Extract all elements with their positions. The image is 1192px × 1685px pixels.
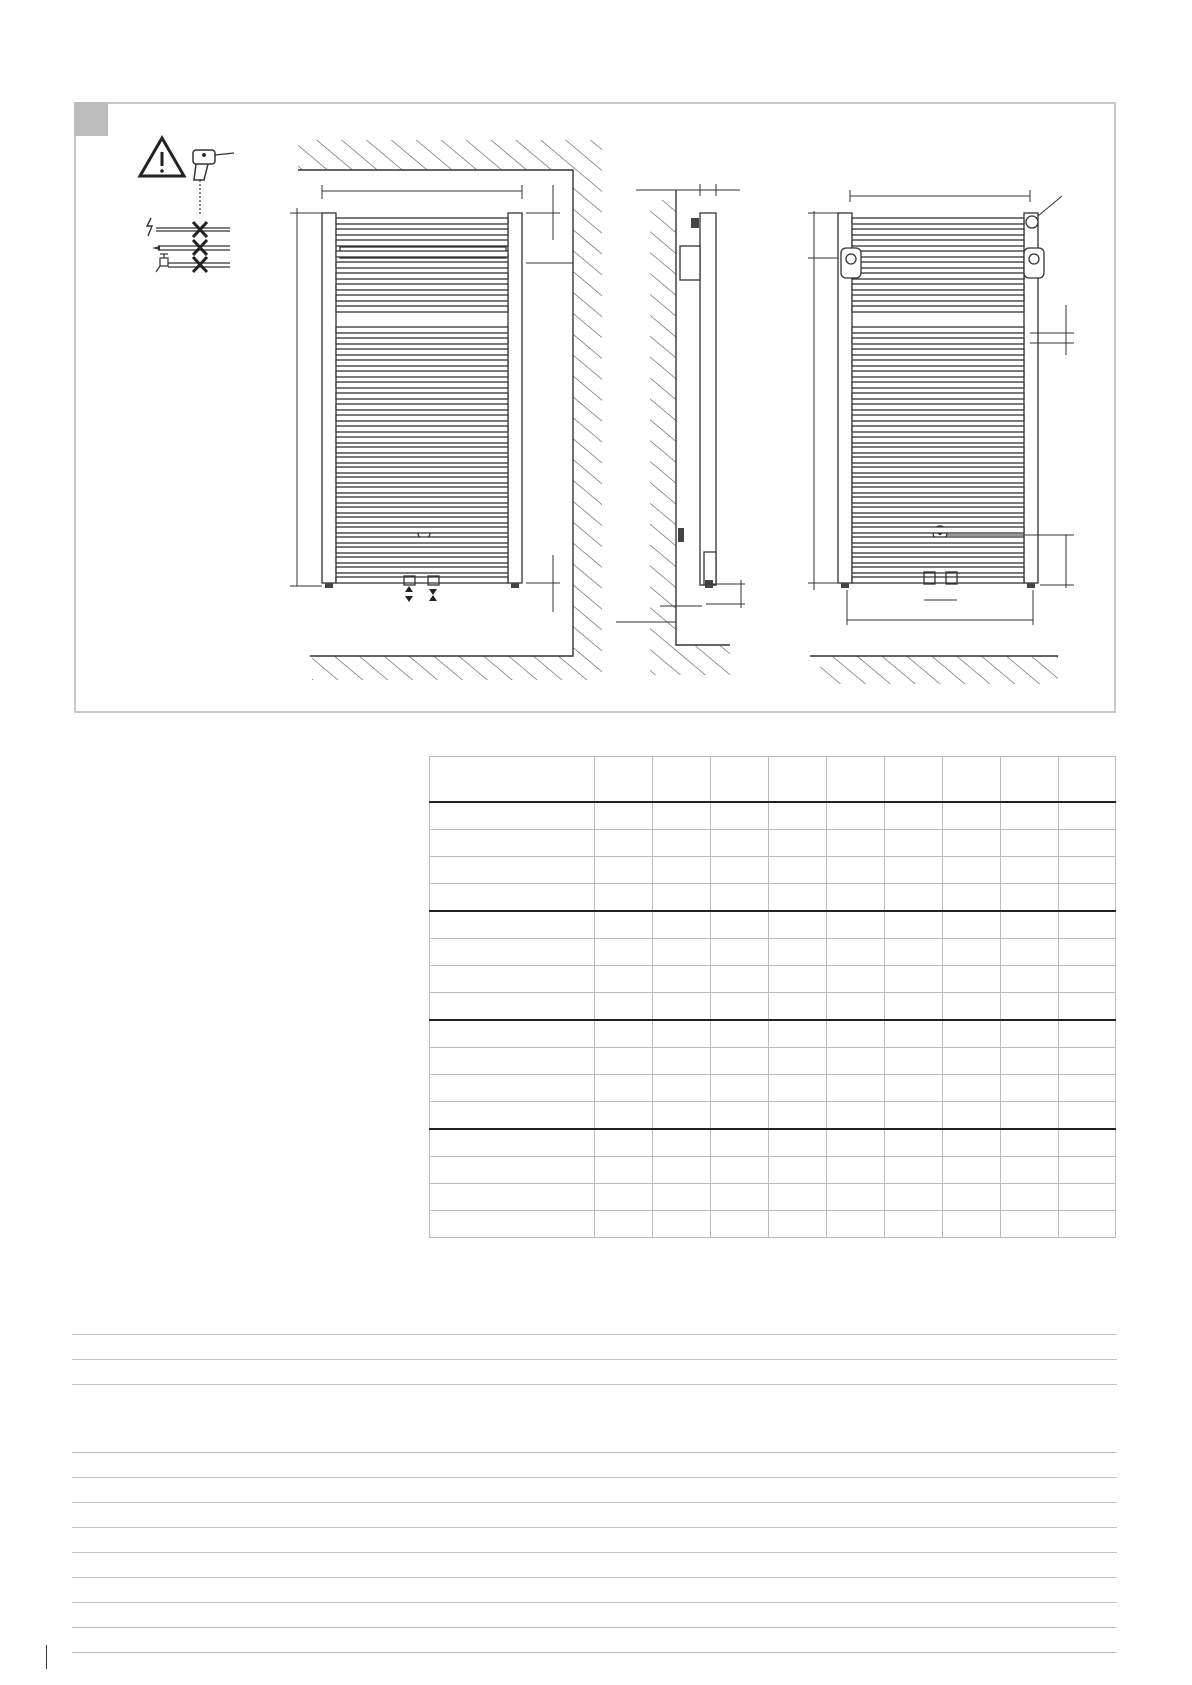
radiator-bar: [852, 349, 1024, 355]
table-row: [430, 993, 1116, 1021]
table-cell: [430, 1157, 595, 1184]
radiator-bar: [336, 547, 508, 553]
table-cell: [769, 757, 827, 803]
table-cell: [595, 884, 653, 912]
no-electric-cable-icon: [147, 218, 230, 237]
table-cell: [827, 993, 885, 1021]
table-row: [430, 884, 1116, 912]
table-row: [430, 939, 1116, 966]
table-cell: [885, 911, 943, 939]
table-cell: [711, 1211, 769, 1238]
table-cell: [943, 1020, 1001, 1048]
table-cell: [827, 802, 885, 830]
table-cell: [885, 1184, 943, 1211]
radiator-bar: [336, 527, 508, 533]
table-cell: [943, 966, 1001, 993]
radiator-bar: [336, 447, 508, 453]
table-cell: [885, 1048, 943, 1075]
table-cell: [711, 966, 769, 993]
table-cell: [653, 939, 711, 966]
table-cell: [1059, 802, 1116, 830]
radiator-bar: [852, 338, 1024, 344]
table-cell: [595, 993, 653, 1021]
rear-view: [808, 190, 1074, 684]
table-cell: [943, 1184, 1001, 1211]
table-cell: [430, 802, 595, 830]
note-line: [72, 1452, 1117, 1453]
table-cell: [769, 966, 827, 993]
radiator-bar: [336, 306, 508, 312]
table-cell: [769, 939, 827, 966]
radiator-bar: [852, 507, 1024, 513]
table-cell: [595, 1102, 653, 1130]
table-cell: [943, 1211, 1001, 1238]
table-cell: [430, 1075, 595, 1102]
table-cell: [1059, 993, 1116, 1021]
radiator-bar: [852, 218, 1024, 224]
radiator-bar: [852, 382, 1024, 388]
radiator-bar: [336, 349, 508, 355]
table-cell: [769, 884, 827, 912]
radiator-bar: [852, 537, 1024, 543]
table-cell: [430, 1020, 595, 1048]
radiator-bar: [336, 327, 508, 333]
no-gas-pipe-icon: [152, 240, 230, 255]
table-cell: [1001, 1184, 1059, 1211]
table-cell: [943, 830, 1001, 857]
table-cell: [711, 1129, 769, 1157]
table-cell: [595, 939, 653, 966]
note-line: [72, 1334, 1117, 1335]
table-cell: [653, 993, 711, 1021]
table-row: [430, 1129, 1116, 1157]
table-cell: [430, 966, 595, 993]
table-cell: [1059, 757, 1116, 803]
table-cell: [885, 966, 943, 993]
radiator-bar: [336, 467, 508, 473]
table-cell: [653, 1020, 711, 1048]
table-row: [430, 1102, 1116, 1130]
table-cell: [711, 1048, 769, 1075]
radiator-bar: [852, 262, 1024, 268]
radiator-bar: [336, 487, 508, 493]
radiator-bar: [336, 273, 508, 279]
table-cell: [653, 1184, 711, 1211]
table-cell: [653, 1048, 711, 1075]
table-cell: [769, 1184, 827, 1211]
radiator-bar: [852, 467, 1024, 473]
radiator-bar: [852, 273, 1024, 279]
table-cell: [595, 1157, 653, 1184]
radiator-bar: [336, 507, 508, 513]
table-cell: [595, 1020, 653, 1048]
table-cell: [595, 757, 653, 803]
table-cell: [430, 1184, 595, 1211]
table-cell: [1059, 1129, 1116, 1157]
radiator-bar: [336, 404, 508, 410]
table-cell: [827, 1102, 885, 1130]
radiator-bar: [852, 577, 1024, 583]
side-view: [616, 184, 745, 675]
radiator-bar: [852, 251, 1024, 257]
radiator-bar: [336, 457, 508, 463]
table-row: [430, 857, 1116, 884]
table-row: [430, 1157, 1116, 1184]
table-cell: [653, 884, 711, 912]
table-cell: [430, 939, 595, 966]
table-cell: [885, 1075, 943, 1102]
table-cell: [885, 1129, 943, 1157]
table-cell: [430, 1211, 595, 1238]
table-cell: [711, 1184, 769, 1211]
radiator-bar: [852, 229, 1024, 235]
table-cell: [1001, 1129, 1059, 1157]
table-cell: [769, 1129, 827, 1157]
table-row: [430, 1020, 1116, 1048]
table-cell: [827, 884, 885, 912]
table-cell: [595, 966, 653, 993]
radiator-bar: [852, 360, 1024, 366]
note-line: [72, 1577, 1117, 1578]
table-cell: [653, 830, 711, 857]
front-view: [290, 140, 602, 680]
table-cell: [769, 830, 827, 857]
table-cell: [827, 939, 885, 966]
radiator-bar: [852, 295, 1024, 301]
table-row: [430, 1048, 1116, 1075]
table-cell: [711, 939, 769, 966]
radiator-bar: [852, 557, 1024, 563]
table-cell: [827, 830, 885, 857]
note-line: [72, 1627, 1117, 1628]
table-cell: [1001, 830, 1059, 857]
table-row: [430, 911, 1116, 939]
radiator-bar: [852, 393, 1024, 399]
table-cell: [711, 993, 769, 1021]
radiator-bar: [852, 327, 1024, 333]
table-cell: [653, 966, 711, 993]
table-cell: [1059, 857, 1116, 884]
table-cell: [769, 1157, 827, 1184]
table-row: [430, 1184, 1116, 1211]
table-cell: [827, 1075, 885, 1102]
table-cell: [1059, 911, 1116, 939]
radiator-bar: [336, 517, 508, 523]
table-cell: [1001, 993, 1059, 1021]
table-cell: [827, 857, 885, 884]
table-cell: [653, 1157, 711, 1184]
table-cell: [1001, 857, 1059, 884]
table-cell: [1001, 1211, 1059, 1238]
note-line: [72, 1527, 1117, 1528]
table-cell: [943, 1102, 1001, 1130]
table-cell: [885, 1157, 943, 1184]
table-cell: [1001, 1020, 1059, 1048]
table-cell: [827, 1157, 885, 1184]
table-row: [430, 1211, 1116, 1238]
table-cell: [1001, 966, 1059, 993]
radiator-bar: [852, 477, 1024, 483]
table-cell: [430, 1102, 595, 1130]
drill-icon: [193, 150, 234, 214]
table-row: [430, 802, 1116, 830]
table-cell: [827, 1184, 885, 1211]
radiator-bar: [336, 360, 508, 366]
table-cell: [769, 1102, 827, 1130]
table-cell: [430, 757, 595, 803]
radiator-bar: [852, 404, 1024, 410]
specification-table: [429, 756, 1116, 1238]
radiator-bar: [336, 477, 508, 483]
table-cell: [827, 757, 885, 803]
table-cell: [430, 830, 595, 857]
table-cell: [1001, 1102, 1059, 1130]
table-cell: [653, 802, 711, 830]
table-cell: [653, 857, 711, 884]
table-cell: [430, 884, 595, 912]
table-cell: [943, 1157, 1001, 1184]
radiator-bar: [852, 240, 1024, 246]
table-cell: [1059, 1075, 1116, 1102]
note-line: [72, 1552, 1117, 1553]
table-row: [430, 966, 1116, 993]
table-cell: [430, 857, 595, 884]
note-line: [72, 1359, 1117, 1360]
table-cell: [653, 757, 711, 803]
radiator-bar: [852, 447, 1024, 453]
radiator-bar: [336, 284, 508, 290]
table-cell: [943, 939, 1001, 966]
radiator-bar: [852, 497, 1024, 503]
radiator-bar: [852, 284, 1024, 290]
table-cell: [943, 1075, 1001, 1102]
table-cell: [1059, 1211, 1116, 1238]
radiator-bar: [336, 338, 508, 344]
table-cell: [769, 857, 827, 884]
table-cell: [885, 802, 943, 830]
table-cell: [1059, 1157, 1116, 1184]
radiator-bar: [336, 229, 508, 235]
warning-triangle-icon: [140, 138, 184, 176]
table-cell: [885, 1020, 943, 1048]
table-cell: [827, 1129, 885, 1157]
table-cell: [595, 1048, 653, 1075]
table-cell: [430, 1129, 595, 1157]
table-cell: [1001, 939, 1059, 966]
table-cell: [711, 1102, 769, 1130]
table-cell: [885, 1102, 943, 1130]
table-cell: [430, 1048, 595, 1075]
radiator-bar: [852, 415, 1024, 421]
table-cell: [1001, 911, 1059, 939]
table-cell: [943, 1129, 1001, 1157]
table-cell: [711, 857, 769, 884]
table-cell: [1059, 1048, 1116, 1075]
table-cell: [827, 1211, 885, 1238]
rear-radiator: [838, 213, 1038, 588]
table-cell: [711, 830, 769, 857]
note-line: [72, 1652, 1117, 1653]
table-row: [430, 1075, 1116, 1102]
table-cell: [943, 884, 1001, 912]
table-cell: [711, 911, 769, 939]
radiator-bar: [852, 437, 1024, 443]
table-cell: [1059, 966, 1116, 993]
table-cell: [943, 857, 1001, 884]
radiator-bar: [336, 240, 508, 246]
table-cell: [885, 757, 943, 803]
table-cell: [827, 1048, 885, 1075]
note-line: [72, 1502, 1117, 1503]
table-cell: [769, 1020, 827, 1048]
table-cell: [711, 757, 769, 803]
table-cell: [595, 911, 653, 939]
table-cell: [769, 1048, 827, 1075]
note-line: [72, 1477, 1117, 1478]
table-cell: [885, 1211, 943, 1238]
note-line: [72, 1602, 1117, 1603]
table-header-row: [430, 757, 1116, 803]
table-cell: [769, 911, 827, 939]
table-cell: [943, 757, 1001, 803]
table-cell: [885, 857, 943, 884]
table-cell: [943, 993, 1001, 1021]
table-row: [430, 830, 1116, 857]
table-cell: [1059, 939, 1116, 966]
table-cell: [885, 993, 943, 1021]
radiator-bar: [852, 457, 1024, 463]
table-cell: [711, 802, 769, 830]
radiator-bar: [852, 487, 1024, 493]
table-cell: [1059, 1020, 1116, 1048]
table-cell: [943, 802, 1001, 830]
radiator-bar: [852, 426, 1024, 432]
table-cell: [1001, 757, 1059, 803]
table-cell: [595, 857, 653, 884]
radiator-bar: [336, 437, 508, 443]
radiator-bar: [336, 382, 508, 388]
table-cell: [595, 1184, 653, 1211]
table-cell: [1001, 1048, 1059, 1075]
table-cell: [1001, 884, 1059, 912]
table-cell: [711, 1020, 769, 1048]
table-cell: [430, 911, 595, 939]
radiator-bar: [852, 567, 1024, 573]
no-water-pipe-icon: [156, 254, 230, 272]
note-line: [72, 1384, 1117, 1385]
radiator-bar: [336, 557, 508, 563]
table-cell: [769, 993, 827, 1021]
table-cell: [827, 1020, 885, 1048]
table-cell: [1001, 1075, 1059, 1102]
table-cell: [711, 884, 769, 912]
radiator-bar: [336, 426, 508, 432]
table-cell: [653, 1211, 711, 1238]
table-cell: [769, 802, 827, 830]
table-cell: [595, 1129, 653, 1157]
table-cell: [1059, 830, 1116, 857]
radiator-bar: [336, 393, 508, 399]
table-cell: [1001, 1157, 1059, 1184]
radiator-bar: [852, 527, 1024, 533]
table-cell: [769, 1075, 827, 1102]
table-cell: [885, 830, 943, 857]
radiator-bar: [336, 577, 508, 583]
radiator-bar: [852, 306, 1024, 312]
vent-valve-icon: [1026, 196, 1062, 228]
table-cell: [653, 1075, 711, 1102]
table-cell: [595, 802, 653, 830]
radiator-bar: [336, 251, 508, 257]
table-cell: [1059, 884, 1116, 912]
table-cell: [711, 1075, 769, 1102]
radiator-bar: [852, 517, 1024, 523]
page-edge-mark: [46, 1645, 47, 1669]
table-cell: [595, 1211, 653, 1238]
radiator-bar: [336, 537, 508, 543]
radiator-bar: [336, 567, 508, 573]
radiator-bar: [852, 371, 1024, 377]
table-cell: [653, 1129, 711, 1157]
radiator-bar: [336, 497, 508, 503]
table-cell: [827, 911, 885, 939]
radiator-bar: [852, 547, 1024, 553]
radiator-bar: [336, 218, 508, 224]
table-cell: [943, 1048, 1001, 1075]
table-cell: [1059, 1184, 1116, 1211]
table-cell: [1001, 802, 1059, 830]
table-cell: [885, 884, 943, 912]
table-cell: [595, 830, 653, 857]
radiator-bar: [336, 415, 508, 421]
table-cell: [827, 966, 885, 993]
table-cell: [885, 939, 943, 966]
table-cell: [430, 993, 595, 1021]
table-cell: [653, 911, 711, 939]
radiator-bar: [336, 262, 508, 268]
table-cell: [769, 1211, 827, 1238]
table-cell: [711, 1157, 769, 1184]
radiator-bar: [336, 295, 508, 301]
table-cell: [595, 1075, 653, 1102]
radiator-bar: [336, 371, 508, 377]
table-cell: [943, 911, 1001, 939]
table-cell: [1059, 1102, 1116, 1130]
table-cell: [653, 1102, 711, 1130]
